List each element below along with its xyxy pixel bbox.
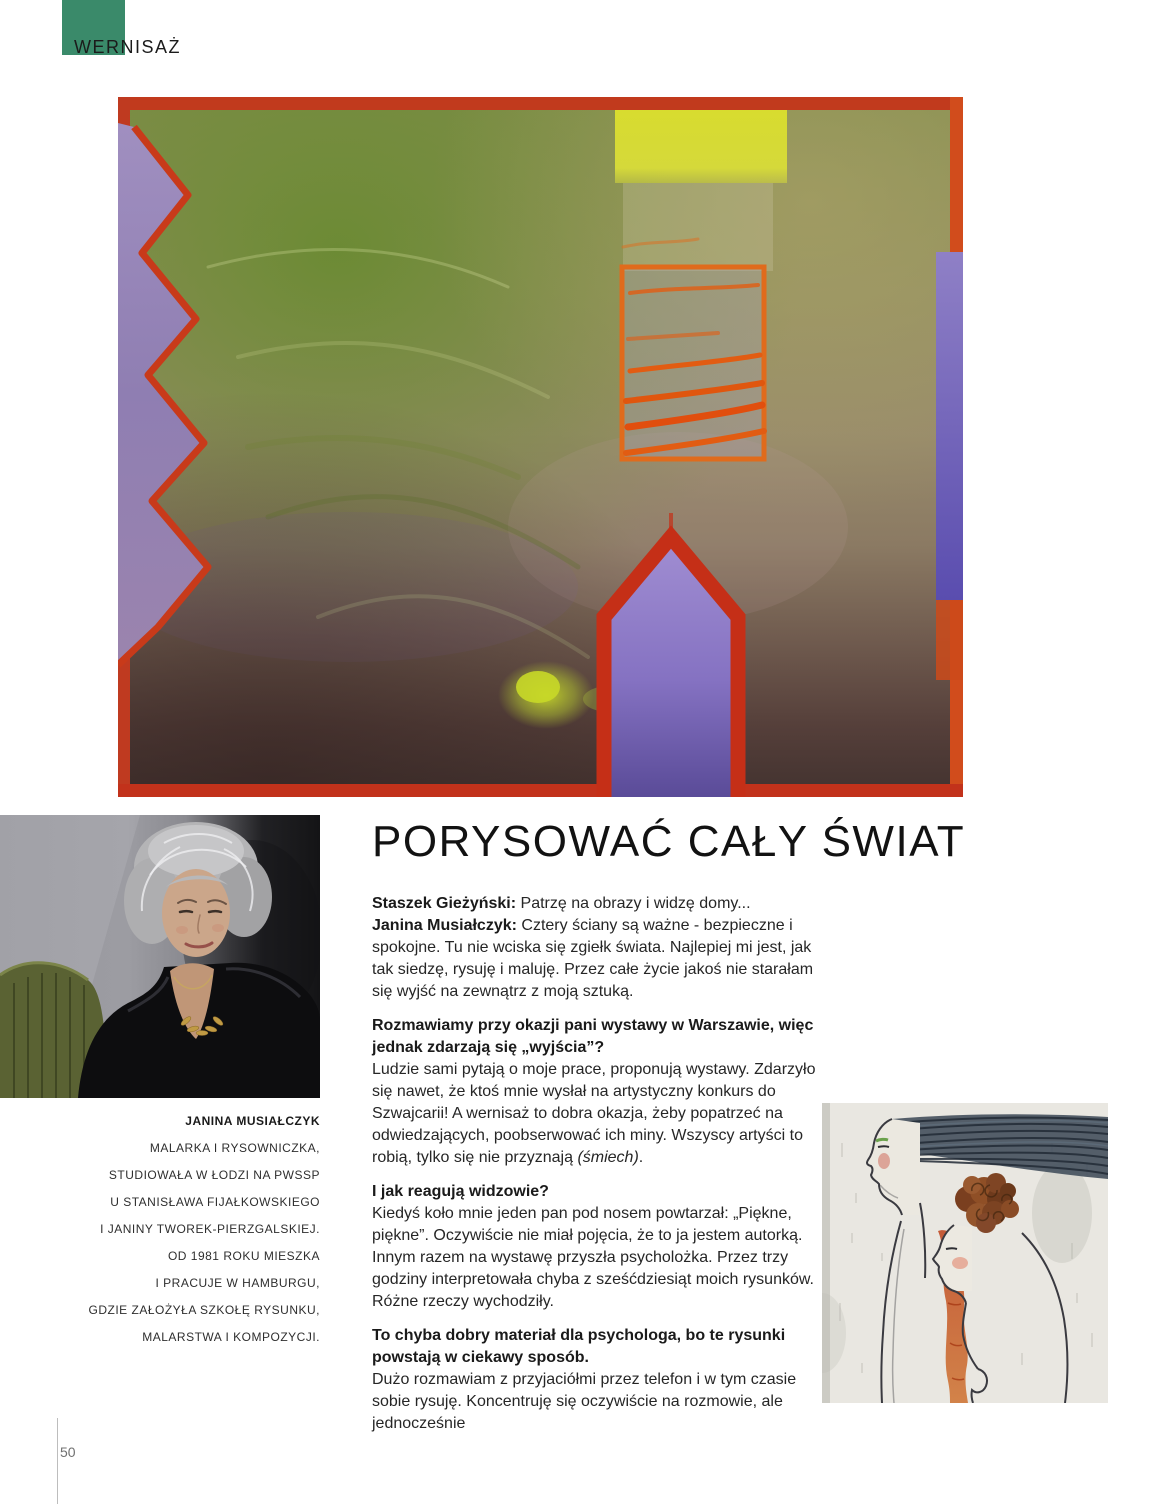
artist-portrait-photo bbox=[0, 815, 320, 1098]
illustration-art bbox=[822, 1103, 1108, 1403]
article-title: PORYSOWAĆ CAŁY ŚWIAT bbox=[372, 817, 966, 866]
portrait-art bbox=[0, 815, 320, 1098]
bio-line: MALARKA I RYSOWNICZKA, bbox=[149, 1141, 320, 1155]
abstract-painting-image bbox=[118, 97, 963, 797]
interview-line: Janina Musiałczyk: Cztery ściany są ważne - bezpieczne i spokojne. Tu nie wciska się zgiełk świata. Najlepiej mi jest, jak tak siedzę, rysuję i maluję. Przez całe życie jakoś nie starałam się wyjść na zewnątrz z moją sztuką. bbox=[372, 917, 814, 1000]
bio-line: MALARSTWA I KOMPOZYCJI. bbox=[142, 1330, 320, 1344]
section-label: WERNISAŻ bbox=[74, 37, 182, 57]
bio-line: GDZIE ZAŁOŻYŁA SZKOŁĘ RYSUNKU, bbox=[88, 1303, 320, 1317]
bio-line: U STANISŁAWA FIJAŁKOWSKIEGO bbox=[110, 1195, 320, 1209]
bio-line: STUDIOWAŁA W ŁODZI NA PWSSP bbox=[108, 1168, 320, 1182]
question: To chyba dobry materiał dla psychologa, bo te rysunki powstają w ciekawy sposób. bbox=[372, 1327, 786, 1366]
artist-name: JANINA MUSIAŁCZYK bbox=[185, 1114, 320, 1128]
question: Rozmawiamy przy okazji pani wystawy w Warszawie, więc jednak zdarzają się „wyjścia”? bbox=[372, 1017, 814, 1056]
speaker-name: Janina Musiałczyk: bbox=[372, 917, 517, 934]
answer: Kiedyś koło mnie jeden pan pod nosem powtarzał: „Piękne, piękne”. Oczywiście nie miał pojęcia, że to ja jestem autorką. Innym razem na wystawę przyszła psycholożka. Przez trzy godziny interpretowała chyba z sześćdziesiąt moich rysunków. Różne rzeczy wychodziły. bbox=[372, 1205, 814, 1310]
answer: Dużo rozmawiam z przyjaciółmi przez telefon i w tym czasie sobie rysuję. Koncentruję się oczywiście na rozmowie, ale jednocześnie bbox=[372, 1371, 797, 1432]
article-body bbox=[372, 893, 824, 1435]
bio-line: I PRACUJE W HAMBURGU, bbox=[155, 1276, 320, 1290]
bio-line: I JANINY TWOREK-PIERZGALSKIEJ. bbox=[100, 1222, 320, 1236]
answer: Ludzie sami pytają o moje prace, proponują wystawy. Zdarzyło się nawet, że ktoś mnie wysłał na artystyczny konkurs do Szwajcarii! A wernisaż to dobra okazja, żeby popatrzeć na odwiedzających, poobserwować ich miny. Wszyscy artyści to robią, tylko się nie przyznają (śmiech). bbox=[372, 1061, 816, 1166]
question: I jak reagują widzowie? bbox=[372, 1183, 549, 1200]
interview-line: Staszek Gieżyński: Patrzę na obrazy i widzę domy... bbox=[372, 895, 751, 912]
drawing-illustration-image bbox=[822, 1103, 1108, 1403]
painting-art bbox=[118, 97, 963, 797]
painting-orange-window bbox=[622, 239, 764, 459]
bio-line: OD 1981 ROKU MIESZKA bbox=[167, 1249, 320, 1263]
speaker-name: Staszek Gieżyński: bbox=[372, 895, 517, 912]
page-number: 50 bbox=[60, 1444, 76, 1460]
footer-rule bbox=[57, 1418, 58, 1504]
artist-bio-caption bbox=[20, 1108, 320, 1351]
